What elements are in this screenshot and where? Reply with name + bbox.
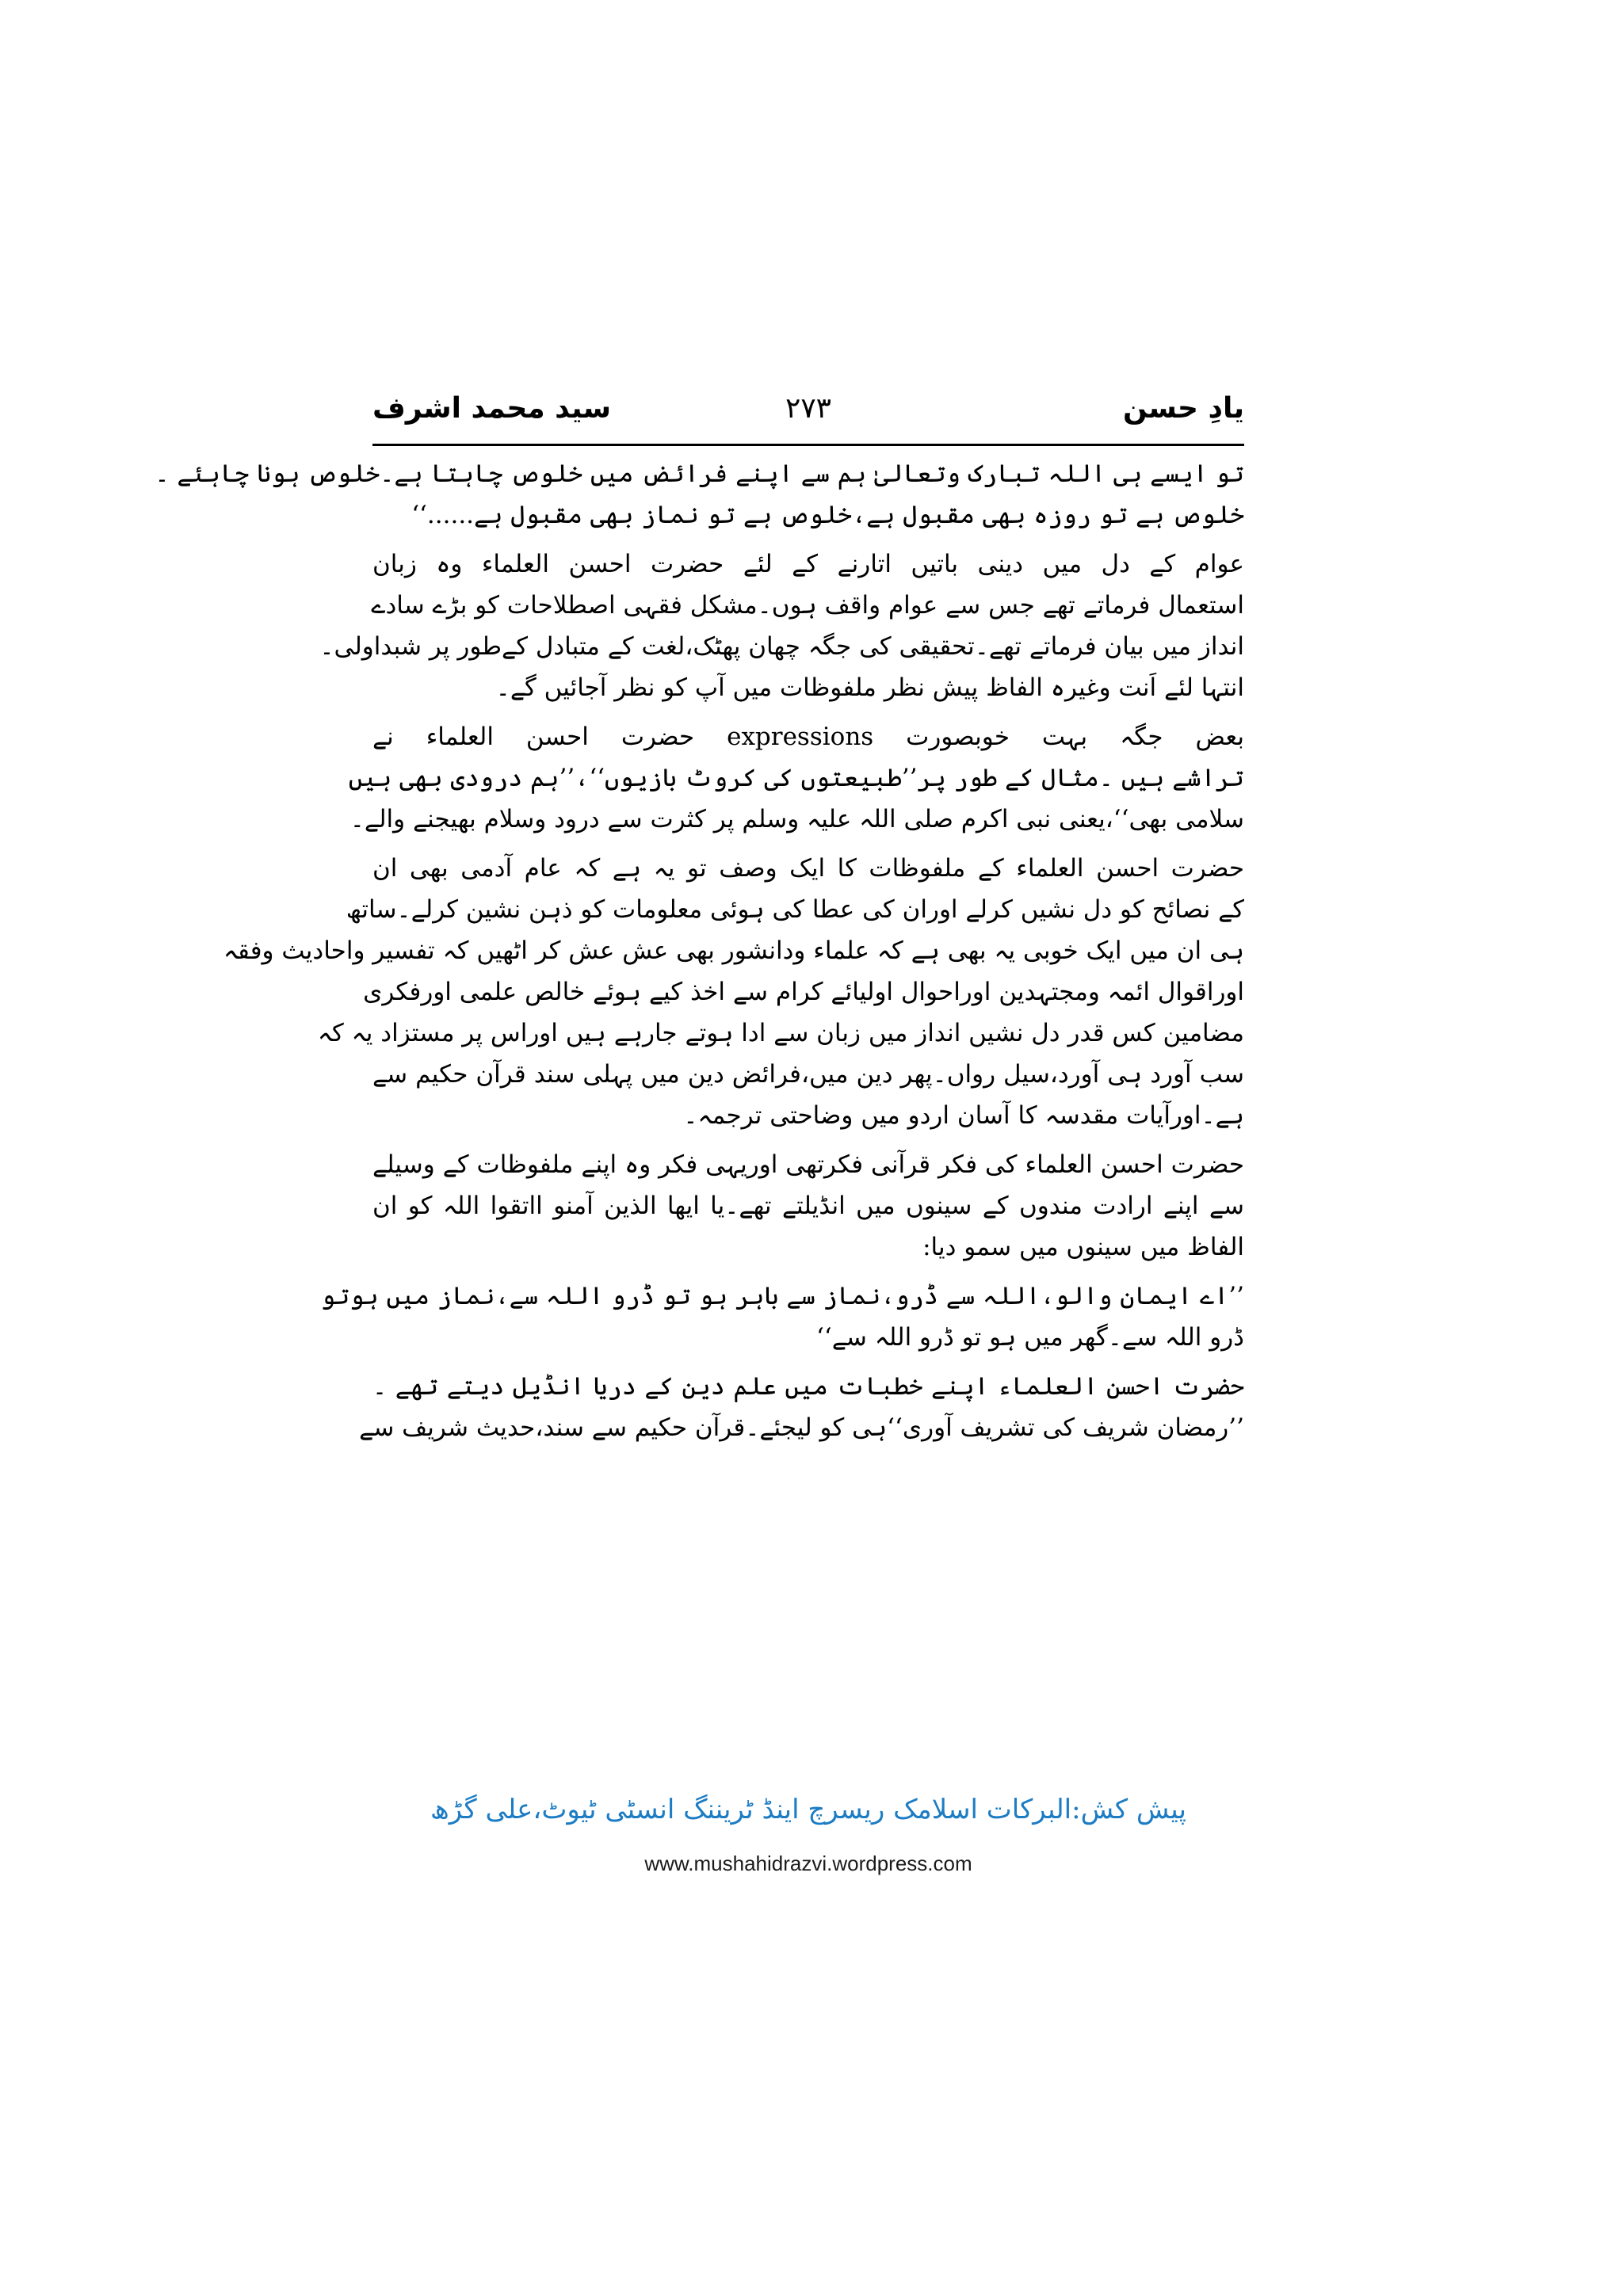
text-line: حضرت احسن العلماء کی فکر قرآنی فکرتھی اوریہی فکر وہ اپنے ملفوظات کے وسیلے [372,1150,1244,1179]
paragraph [359,1366,1244,1448]
paragraph [319,543,1244,708]
text-line: تو ایسے ہی اللہ تبارک وتعالیٰ ہم سے اپنے فرائض میں خلوص چاہتا ہے۔خلوص ہونا چاہئے ۔ [155,460,1244,488]
text-line: مضامین کس قدر دل نشیں انداز میں زبان سے ادا ہوتے جارہے ہیں اوراس پر مستزاد یہ کہ [317,1019,1244,1047]
publisher-credit: پیش کش:البرکات اسلامک ریسرچ اینڈ ٹریننگ انسٹی ٹیوٹ،علی گڑھ [430,1794,1186,1825]
text-line: حضرت احسن العلماء اپنے خطبات میں علم دین کے دریا انڈیل دیتے تھے ۔ [372,1372,1244,1401]
text-line: ’’رمضان شریف کی تشریف آوری‘‘ہی کو لیجئے۔قرآن حکیم سے سند،حدیث شریف سے [359,1413,1244,1442]
text-line: عوام کے دل میں دینی باتیں اتارنے کے لئے حضرت احسن العلماء وہ زبان [372,550,1244,578]
text-line: ڈرو اللہ سے۔گھر میں ہو تو ڈرو اللہ سے‘‘ [816,1323,1244,1352]
quote [321,1276,1244,1358]
text-line: سب آورد ہی آورد،سیل رواں۔پھر دین میں،فرائض دین میں پہلی سند قرآن حکیم سے [372,1060,1244,1089]
text-line: ہے۔اورآیات مقدسہ کا آسان اردو میں وضاحتی ترجمہ۔ [683,1101,1244,1130]
paragraph [223,848,1244,1136]
text-line: خلوص ہے تو روزہ بھی مقبول ہے،خلوص ہے تو نماز بھی مقبول ہے......‘‘ [411,501,1244,529]
text-line: بعض جگہ بہت خوبصورت expressions حضرت احسن العلماء نے [372,723,1245,751]
author-name: سید محمد اشرف [372,392,612,425]
text-line: ’’اے ایمان والو،اللہ سے ڈرو،نماز سے باہر ہو تو ڈرو اللہ سے،نماز میں ہوتو [321,1282,1244,1310]
text-line: انداز میں بیان فرماتے تھے۔تحقیقی کی جگہ چھان پھٹک،لغت کے متبادل کےطور پر شبداولی۔ [319,632,1244,661]
book-title: یادِ حسن [1122,392,1244,425]
website-url: www.mushahidrazvi.wordpress.com [644,1852,972,1875]
text-line: سلامی بھی‘‘،یعنی نبی اکرم صلی اللہ علیہ وسلم پر کثرت سے درود وسلام بھیجنے والے۔ [349,805,1244,833]
text-line: حضرت احسن العلماء کے ملفوظات کا ایک وصف تو یہ ہے کہ عام آدمی بھی ان [372,854,1244,883]
paragraph [155,453,1244,536]
text-line: تراشے ہیں ۔مثال کے طور پر’’طبیعتوں کی کروٹ بازیوں‘‘،’’ہم درودی بھی ہیں [348,764,1244,792]
page-header [372,392,1244,438]
page-number: ۲۷۳ [785,392,832,425]
text-line: ہی ان میں ایک خوبی یہ بھی ہے کہ علماء ودانشور بھی عش عش کر اٹھیں کہ تفسیر واحادیث وفقہ [223,936,1244,965]
body-text [155,453,1245,1448]
text-line: استعمال فرماتے تھے جس سے عوام واقف ہوں۔مشکل فقہی اصطلاحات کو بڑے سادے [371,591,1244,620]
text-line: اوراقوال ائمہ ومجتہدین اوراحوال اولیائے کرام سے اخذ کیے ہوئے خالص علمی اورفکری [363,978,1244,1006]
text-line: سے اپنے ارادت مندوں کے سینوں میں انڈیلتے تھے۔یا ایھا الذین آمنو ااتقوا اللہ کو ان [372,1192,1244,1220]
text-line: الفاظ میں سینوں میں سمو دیا: [922,1233,1244,1261]
header-divider [372,444,1244,446]
paragraph [348,716,1245,840]
text-line: کے نصائح کو دل نشیں کرلے اوران کی عطا کی ہوئی معلومات کو ذہن نشین کرلے۔ساتھ [346,895,1244,924]
paragraph [372,1144,1244,1268]
text-line: انتہا لئے اَنت وغیرہ الفاظ پیش نظر ملفوظات میں آپ کو نظر آجائیں گے۔ [495,673,1244,702]
